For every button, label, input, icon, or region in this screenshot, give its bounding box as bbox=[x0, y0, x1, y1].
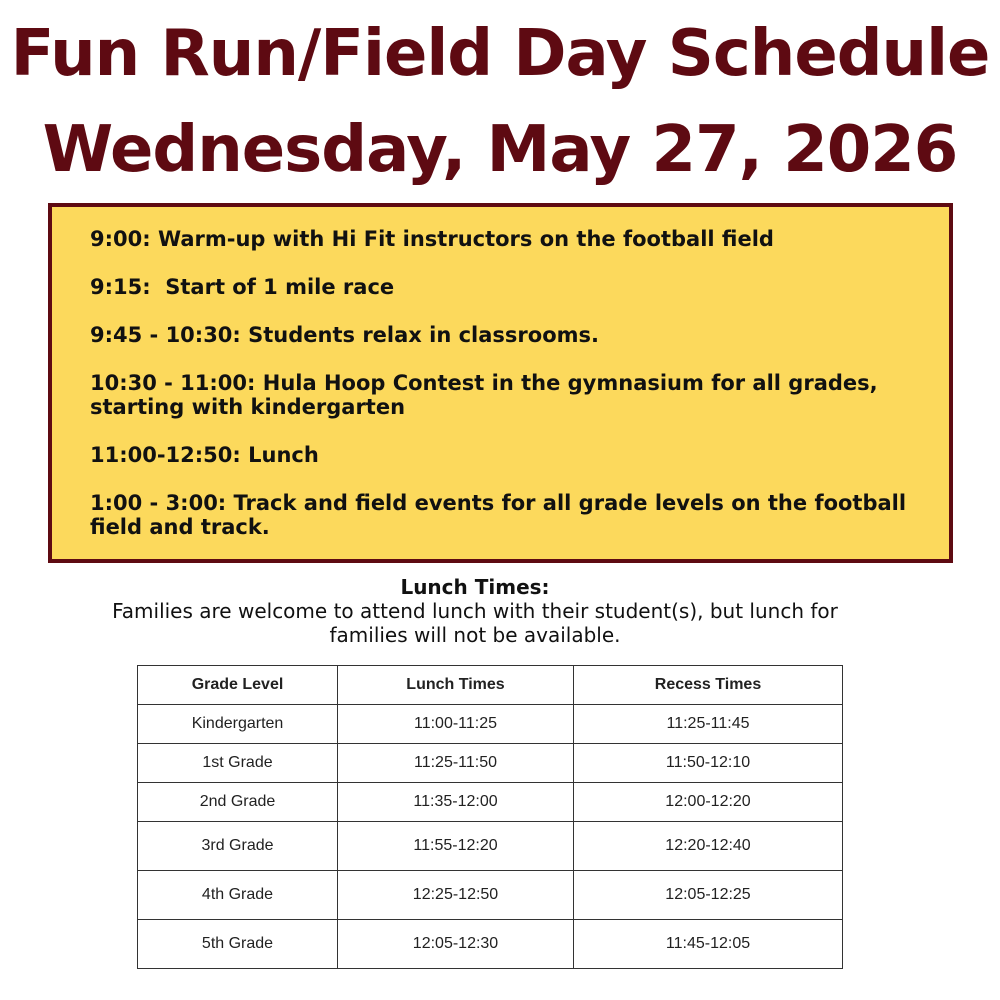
schedule-item-relax: 9:45 - 10:30: Students relax in classrooms. bbox=[90, 323, 599, 347]
table-row bbox=[138, 822, 843, 871]
grade-cell: 5th Grade bbox=[138, 920, 338, 969]
recess-time-cell: 11:50-12:10 bbox=[574, 744, 843, 783]
table-row bbox=[138, 871, 843, 920]
schedule-box bbox=[48, 203, 953, 563]
grade-cell: 2nd Grade bbox=[138, 783, 338, 822]
schedule-item-warmup: 9:00: Warm-up with Hi Fit instructors on the football field bbox=[90, 227, 774, 251]
schedule-item-track-field: 1:00 - 3:00: Track and field events for all grade levels on the football field and track. bbox=[90, 491, 907, 539]
lunch-time-cell: 12:25-12:50 bbox=[338, 871, 574, 920]
lunch-time-cell: 12:05-12:30 bbox=[338, 920, 574, 969]
grade-cell: 4th Grade bbox=[138, 871, 338, 920]
lunch-time-cell: 11:25-11:50 bbox=[338, 744, 574, 783]
recess-time-cell: 12:05-12:25 bbox=[574, 871, 843, 920]
grade-cell: Kindergarten bbox=[138, 705, 338, 744]
lunch-heading: Lunch Times: bbox=[400, 575, 550, 599]
lunch-time-cell: 11:55-12:20 bbox=[338, 822, 574, 871]
lunch-note: Families are welcome to attend lunch with their student(s), but lunch for families will not be available. bbox=[112, 599, 838, 647]
lunch-table bbox=[137, 665, 843, 969]
schedule-item-lunch: 11:00-12:50: Lunch bbox=[90, 443, 319, 467]
recess-time-cell: 11:25-11:45 bbox=[574, 705, 843, 744]
header-recess-times: Recess Times bbox=[574, 666, 843, 705]
table-row bbox=[138, 705, 843, 744]
recess-time-cell: 12:00-12:20 bbox=[574, 783, 843, 822]
table-row bbox=[138, 783, 843, 822]
page-title: Fun Run/Field Day Schedule bbox=[10, 17, 990, 91]
event-date: Wednesday, May 27, 2026 bbox=[42, 113, 958, 187]
lunch-time-cell: 11:35-12:00 bbox=[338, 783, 574, 822]
recess-time-cell: 12:20-12:40 bbox=[574, 822, 843, 871]
grade-cell: 3rd Grade bbox=[138, 822, 338, 871]
grade-cell: 1st Grade bbox=[138, 744, 338, 783]
table-row bbox=[138, 744, 843, 783]
schedule-list bbox=[52, 207, 949, 539]
schedule-item-hula-hoop: 10:30 - 11:00: Hula Hoop Contest in the gymnasium for all grades, starting with kindergarten bbox=[90, 371, 878, 419]
recess-time-cell: 11:45-12:05 bbox=[574, 920, 843, 969]
schedule-item-race: 9:15: Start of 1 mile race bbox=[90, 275, 395, 299]
table-header-row bbox=[138, 666, 843, 705]
table-row bbox=[138, 920, 843, 969]
lunch-time-cell: 11:00-11:25 bbox=[338, 705, 574, 744]
header-lunch-times: Lunch Times bbox=[338, 666, 574, 705]
header-grade-level: Grade Level bbox=[138, 666, 338, 705]
